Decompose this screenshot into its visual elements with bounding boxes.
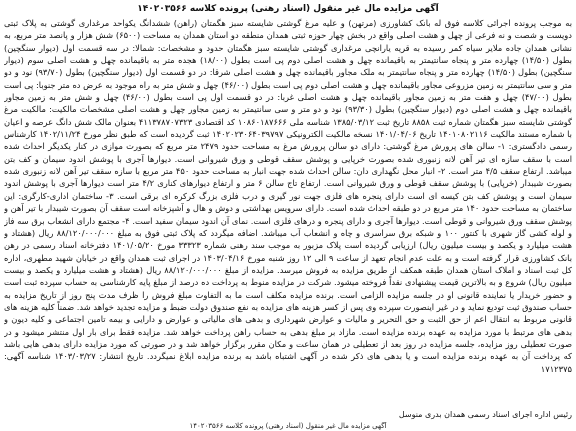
notice-title: آگهی مزایده مال غیر منقول (اسناد رهنی) پرونده کلاسه ۱۴۰۲۰۳۵۶۶ (137, 4, 439, 14)
notice-signature: رئیس اداره اجرای اسناد رسمی همدان بدری منوسل (398, 410, 572, 419)
notice-footer: آگهی مزایده مال غیر منقول (اسناد رهنی) پرونده کلاسه ۱۴۰۲۰۳۵۶۶ (189, 422, 387, 430)
notice-body: به موجب پرونده اجرائی کلاسه فوق له بانک کشاورزی (مرتهن) و علیه مرغ گوشتی شایسته سبز هگمتان (راهن) ششدانگ یکواحد مرغداری گوشتی به پلاک ثبتی دویست و شصت و نه فرعی از چهل و هشت اصلی واقع در بخش چهار حوزه ثبتی همدان منطقه دو استان همدان به مساحت (۶۵۰۰) شش هزار و پانصد متر مربع، به نشانی همدان جاده ملایر سیاه کمر رسیده به قریه یارانچی مرغداری گوشتی شایسته سبز هگمتان حدود و مشخصات: شمالا: در سه قسمت اول (دیوار سنگچین) بطول (۱۴/۵۰) چهارده متر و پنجاه سانتیمتر به باقیمانده چهل و هشت اصلی دوم پی است بطول (۱۸/۰۰) هجده متر به باقیمانده چهل و هشت اصلی سوم (دیوار سنگچین) بطول (۱۴/۵۰) چهارده متر و پنجاه سانتیمتر به ملک مجاور باقیمانده چهل و هشت اصلی شرقا: در دو قسمت اول (دیوار سنگچین) بطول (۹۳/۷۰) نود و دو متر و سی سانتیمتر به زمین مزروعی مجاور باقیمانده چهل و هشت اصلی دوم پی است بطول (۴۶/۰۰) چهل و شش متر به راه موجود به عرض ده متر جنوبا: پی است بطول (۴۷/۰۰) چهل و هفت متر به زمین مجاور باقیمانده چهل و هشت اصلی غربا: در دو قسمت اول پی است بطول (۴۶/۰۰) چهل و شش متر به زمین مجاور باقیمانده چهل و هشت اصلی دوم (دیوار سنگچین) بطول (۹۳/۳۰) نود و دو متر و سی سانتیمتر به زمین مجاور چهل و هشت اصلی مشخصات مالکیت: مالکیت مرغ گوشتی شایسته سبز هگمتان شماره ثبت ۸۸۵۸ تاریخ ثبت ۱۳۸۵/۰۳/۱۲ شناسه ملی ۱۰۸۶۰۱۸۷۶۶۶ کد اقتصادی ۴۱۱۳۷۸۷۰۷۳۲۳ بعنوان مالک شش دانگ عرصه و اعیان با شماره مستند مالکیت ۱۴۰۱۰۸۰۲۱۱۶ تاریخ ۱۴۰۱/۰۴/۰۶ نسخه مالکیت الکترونیکی ۱۴۰۲۰۲۳۰۶۴۰۳۹۷۹۷ ثبت گردیده است که طبق نظر مورخ ۱۴۰۲/۱۱/۲۴ کارشناس رسمی دادگستری: ۱- سالن های پرورش مرغ گوشتی: دارای دو سالن پرورش مرغ به مساحت حدود ۲۴۷۹ متر مربع که بصورت موازی در کنار یکدیگر احداث شده است با سقف سازه ای تیر آهن لانه زنبوری شده بصورت خرپایی و پوشش سقف قوطی و ورق شیروانی است. دیوارها آجری با پوشش اندود سیمان و کف بتن میباشد. ارتفاع سقف ۴/۵ متر است. ۲- انبار محل نگهداری دان: سالن احداث شده جهت انبار به مساحت حدود ۴۵۰ متر مربع با سازه سقف تیر آهن لانه زنبوری شده بصورت شیبدار (خرپایی) با پوشش سقف قوطی و ورق شیروانی است. ارتفاع تاج سالن ۶ متر و ارتفاع دیوارهای کناری ۴/۲ متر است دیوارها آجری با پوشش اندود سیمان است و پوشش کف بتن کیسه ای است دارای پنجره های فلزی جهت نور گیری و درب فلزی بزرگ کرکره ای برقی است. ۳- ساختمان اداری-کارگری: این ساختمان به مساحت حدود ۱۴۰ متر مربع در دو طبقه احداث شده است. دارای سرویس بهداشتی و دوش و هال و آشپزخانه است سقف آن بصورت شیبدار با تیر آهن و پوشش سقف ورق شیروانی و قوطی است. دیوارها آجری و دارای پنجره و درهای فلزی است. نمای آن اندود سیمان سفید است. ۴- مجتمع دارای انشعاب برق سه فاز و لوله کشی گاز شهری با کنتور ۱۰۰ و شبکه برق سراسری و چاه و انشعاب آب میباشد. اضافه میگردد که پلاک ثبتی فوق به مبلغ ۸۸/۱۲۰/۰۰۰/۰۰۰ ریال (هشتاد و هشت میلیارد و یکصد و بیست میلیون ریال) ارزیابی گردیده است پلاک مزبور به موجب سند رهنی شماره ۳۳۳۲۳ مورخ ۱۴۰۱/۰۵/۲۰ دفترخانه اسناد رسمی در رهن بانک کشاورزی قرار گرفته است و به علت عدم انجام تعهد از ساعت ۹ الی ۱۲ روز شنبه مورخ ۱۴۰۳/۰۴/۱۶ در اجرای ثبت همدان واقع در خیابان شهید مطهری، اداره کل ثبت اسناد و املاک استان همدان طبقه همکف از طریق مزایده به فروش میرسد. مزایده از مبلغ ۸۸/۱۲۰/۰۰۰/۰۰۰ ریال (هشتاد و هشت میلیارد و یکصد و بیست میلیون ریال) شروع و به بالاترین قیمت پیشنهادی نقداً فروخته میشود. شرکت در مزایده منوط به پرداخت ده درصد از مبلغ پایه کارشناسی به حساب سپرده ثبت است و حضور خریدار یا نماینده قانونی او در جلسه مزایده الزامی است. برنده مزایده مکلف است ما به التفاوت مبلغ فروش را ظرف مدت پنج روز از تاریخ مزایده به حساب صندوق ثبت تودیع نماید و در غیر اینصورت سپرده وی پس از کسر هزینه های مزایده به نفع صندوق دولت ضبط و مزایده تجدید خواهد شد. ضمناً کلیه هزینه های قانونی مربوط به انتقال اعم از حق الثبت و حق التحریر و مالیات و عوارض شهرداری و بدهی های مالیاتی و عوارض و دارایی و بیمه تامین اجتماعی و کلیه دیون و بدهی های مرتبط با مورد مزایده به عهده برنده مزایده است. مازاد بر مبلغ بدهی به حساب راهن پرداخت خواهد شد. مزایده فقط برای بار اول منتشر میشود و در صورت تعطیلی روز مزایده، جلسه مزایده در روز بعد از تعطیلی در همان ساعت و مکان مقرر برگزار خواهد شد و در صورتی که مورد مزایده دارای بدهی هایی باشد که پرداخت آن به عهده برنده مزایده است و یا بدهی های ذکر شده در آگهی اشتباه باشد به برنده مزایده ابلاغ نمیگردد. تاریخ انتشار: ۱۴۰۳/۰۳/۲۷ شناسه آگهی: ۱۷۱۲۳۷۵ (4, 18, 572, 374)
